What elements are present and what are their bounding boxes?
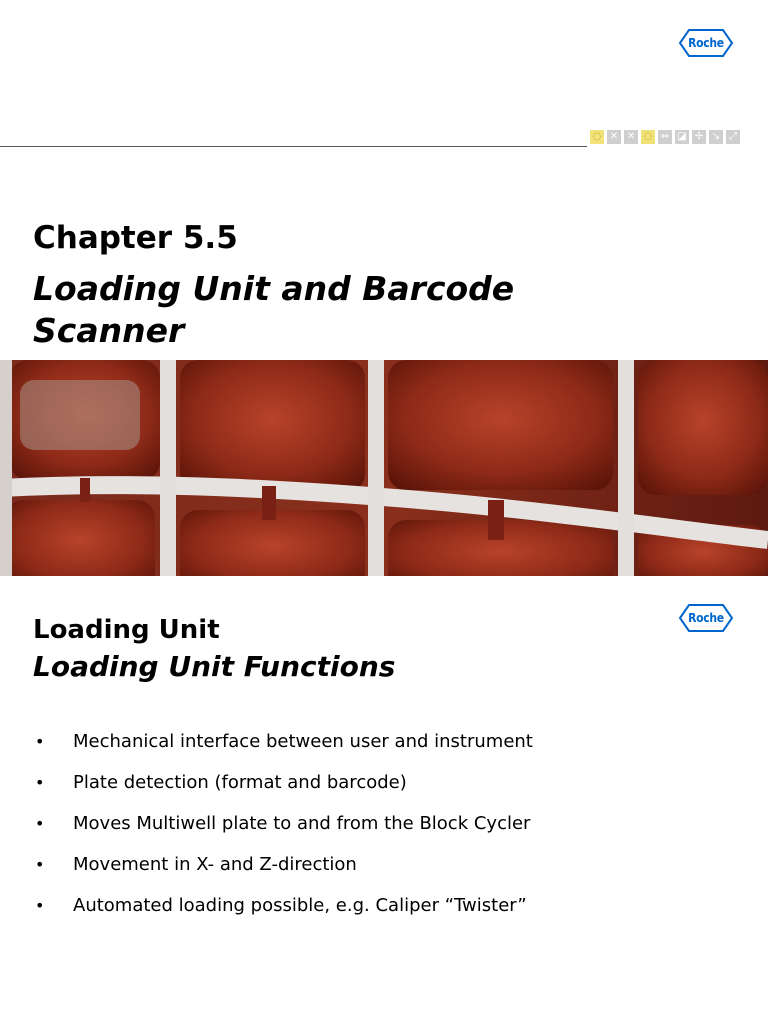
bullet-icon: • [35, 896, 45, 915]
strip-icon: ⤢ [726, 130, 740, 144]
header-icon-strip [590, 130, 740, 144]
logo-text: Roche [688, 611, 724, 625]
list-item-text: Automated loading possible, e.g. Caliper “Twister” [73, 895, 527, 916]
plate-photo-image [0, 360, 768, 576]
chapter-label: Chapter 5.5 [33, 220, 238, 256]
strip-icon: ⇔ [658, 130, 672, 144]
multiwell-plate-photo [0, 360, 768, 576]
list-item-text: Mechanical interface between user and instrument [73, 731, 533, 752]
list-item-text: Plate detection (format and barcode) [73, 772, 407, 793]
strip-icon: ◌ [590, 130, 604, 144]
roche-logo-section [678, 603, 734, 633]
chapter-title: Loading Unit and Barcode Scanner [33, 269, 515, 350]
bullet-icon: • [35, 855, 45, 874]
header-divider [0, 146, 587, 147]
bullet-icon: • [35, 773, 45, 792]
section-label: Loading Unit [33, 615, 220, 645]
list-item-text: Movement in X- and Z-direction [73, 854, 357, 875]
logo-text: Roche [688, 36, 724, 50]
strip-icon: ✕ [624, 130, 638, 144]
strip-icon: ↘ [709, 130, 723, 144]
strip-icon: ✢ [692, 130, 706, 144]
list-item-text: Moves Multiwell plate to and from the Block Cycler [73, 813, 531, 834]
roche-logo-top [678, 28, 734, 58]
strip-icon: ◌ [641, 130, 655, 144]
bullet-icon: • [35, 814, 45, 833]
section-title: Loading Unit Functions [33, 650, 396, 683]
strip-icon: ◪ [675, 130, 689, 144]
strip-icon: ✕ [607, 130, 621, 144]
bullet-icon: • [35, 732, 45, 751]
